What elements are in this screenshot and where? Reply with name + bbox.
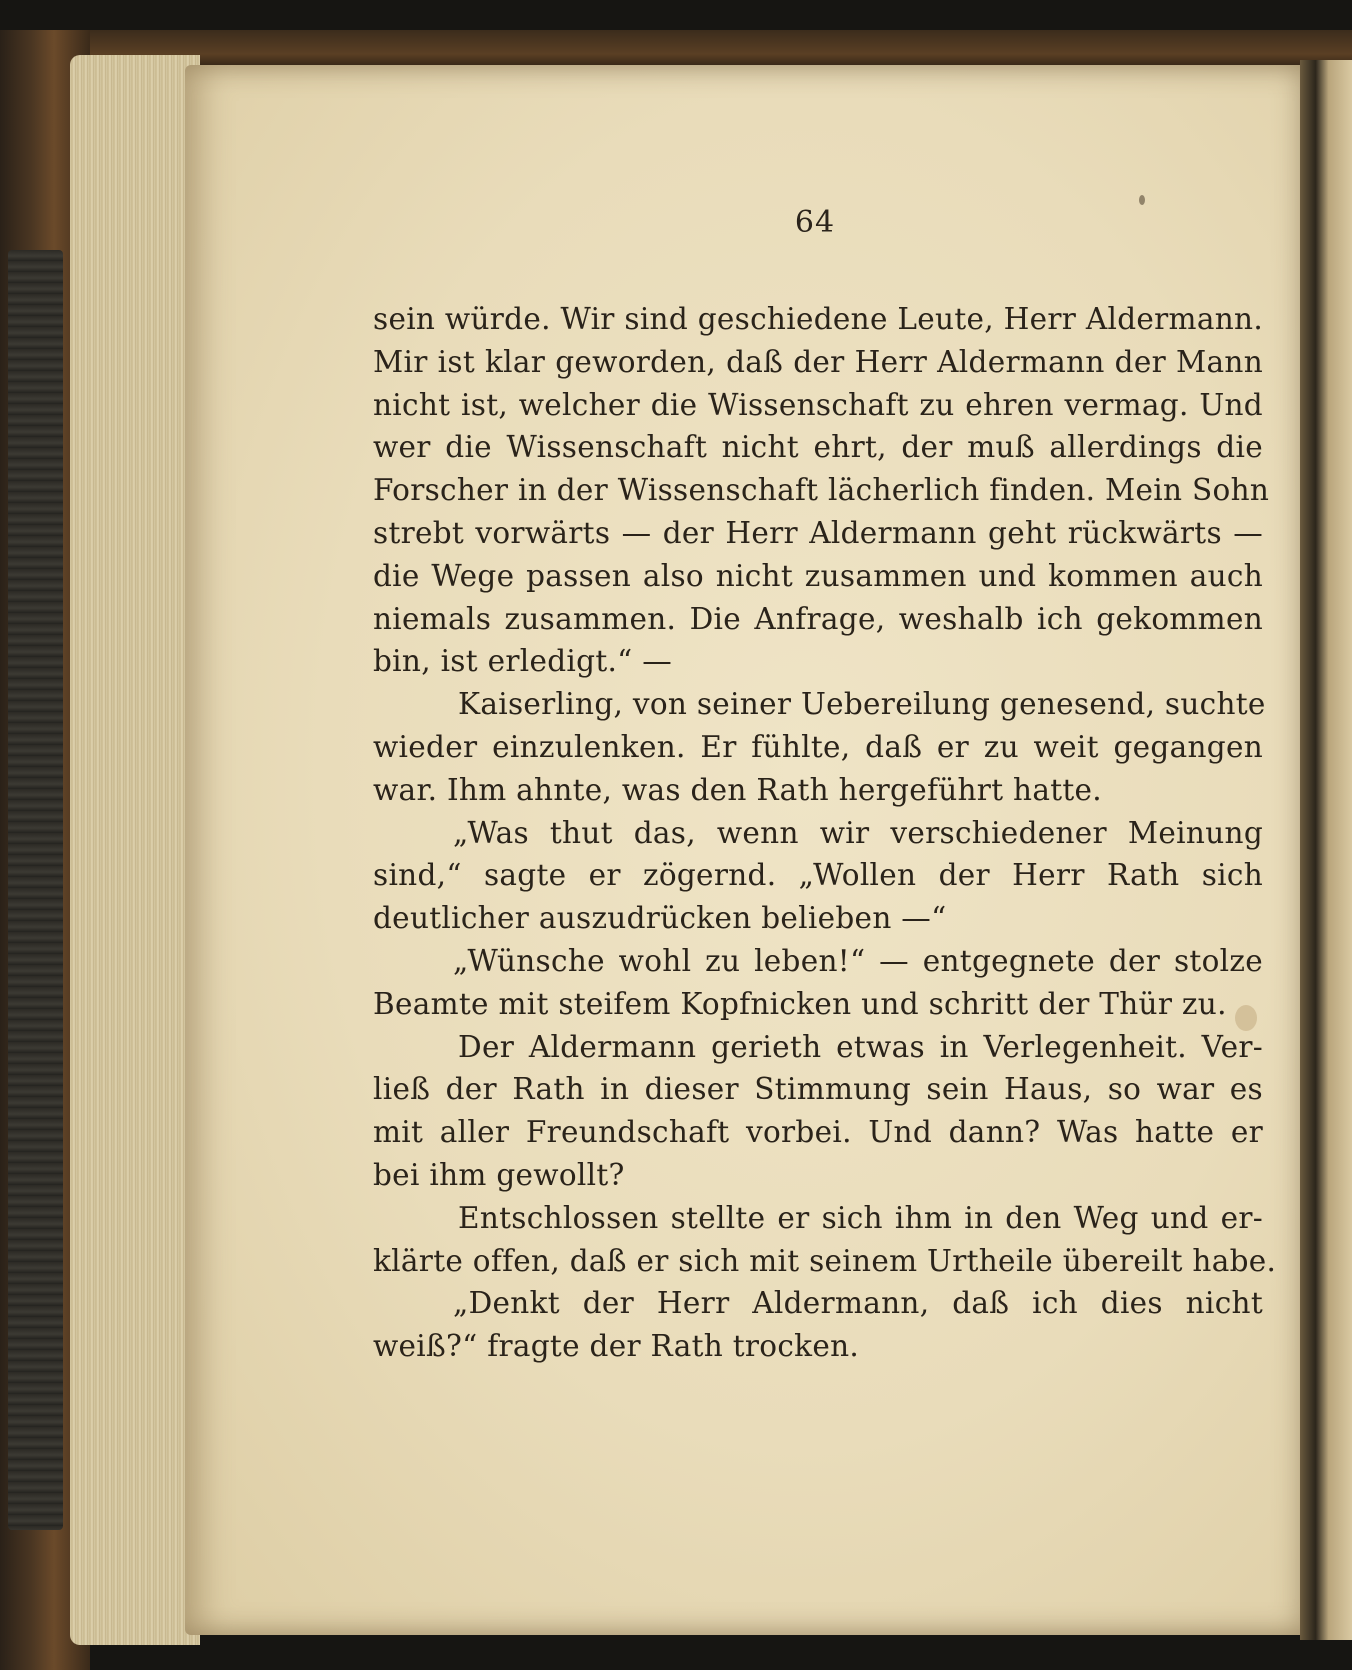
text-line: niemals zusammen. Die Anfrage, weshalb ich gekommen [373,601,1263,636]
text-line: „Was thut das, wenn wir verschiedener Meinung [453,815,1263,850]
text-line: war. Ihm ahnte, was den Rath hergeführt hatte. [373,772,1102,807]
text-line: „Denkt der Herr Aldermann, daß ich dies nicht [453,1286,1263,1321]
book-cover-top [0,30,1352,70]
text-line: Mir ist klar geworden, daß der Herr Aldermann der Mann [373,344,1263,379]
text-line: die Wege passen also nicht zusammen und kommen auch [373,558,1263,593]
text-line: Beamte mit steifem Kopfnicken und schritt der Thür zu. [373,986,1227,1021]
text-line: mit aller Freundschaft vorbei. Und dann? Was hatte er [373,1115,1263,1150]
text-line: Forscher in der Wissenschaft lächerlich finden. Mein Sohn [373,473,1270,508]
book-spine-band [8,250,63,1530]
text-line: wer die Wissenschaft nicht ehrt, der muß allerdings die [373,430,1263,465]
text-line: strebt vorwärts — der Herr Aldermann geht rückwärts — [373,515,1263,550]
text-line: klärte offen, daß er sich mit seinem Urtheile übereilt habe. [373,1243,1277,1278]
page-text [373,298,1277,1368]
text-line: Kaiserling, von seiner Uebereilung genesend, suchte [458,687,1266,722]
text-line: Entschlossen stellte er sich ihm in den Weg und er- [458,1200,1263,1235]
text-line: sein würde. Wir sind geschiedene Leute, Herr Aldermann. [373,302,1263,336]
text-line: ließ der Rath in dieser Stimmung sein Haus, so war es [373,1072,1263,1107]
text-line: bin, ist erledigt.“ — [373,644,673,679]
text-line: bei ihm gewollt? [373,1157,625,1192]
book-gutter [1300,60,1352,1640]
text-line: sind,“ sagte er zögernd. „Wollen der Herr Rath sich [373,858,1263,893]
text-line: Der Aldermann gerieth etwas in Verlegenheit. Ver- [458,1029,1263,1064]
page-number: 64 [794,205,836,240]
text-line: „Wünsche wohl zu leben!“ — entgegnete der stolze [453,943,1263,978]
text-line: deutlicher auszudrücken belieben —“ [373,901,947,936]
text-line: wieder einzulenken. Er fühlte, daß er zu weit gegangen [373,729,1263,764]
text-line: weiß?“ fragte der Rath trocken. [373,1329,860,1364]
page-edges [70,55,200,1645]
paper-stain [1139,195,1145,205]
text-line: nicht ist, welcher die Wissenschaft zu ehren vermag. Und [373,387,1263,422]
